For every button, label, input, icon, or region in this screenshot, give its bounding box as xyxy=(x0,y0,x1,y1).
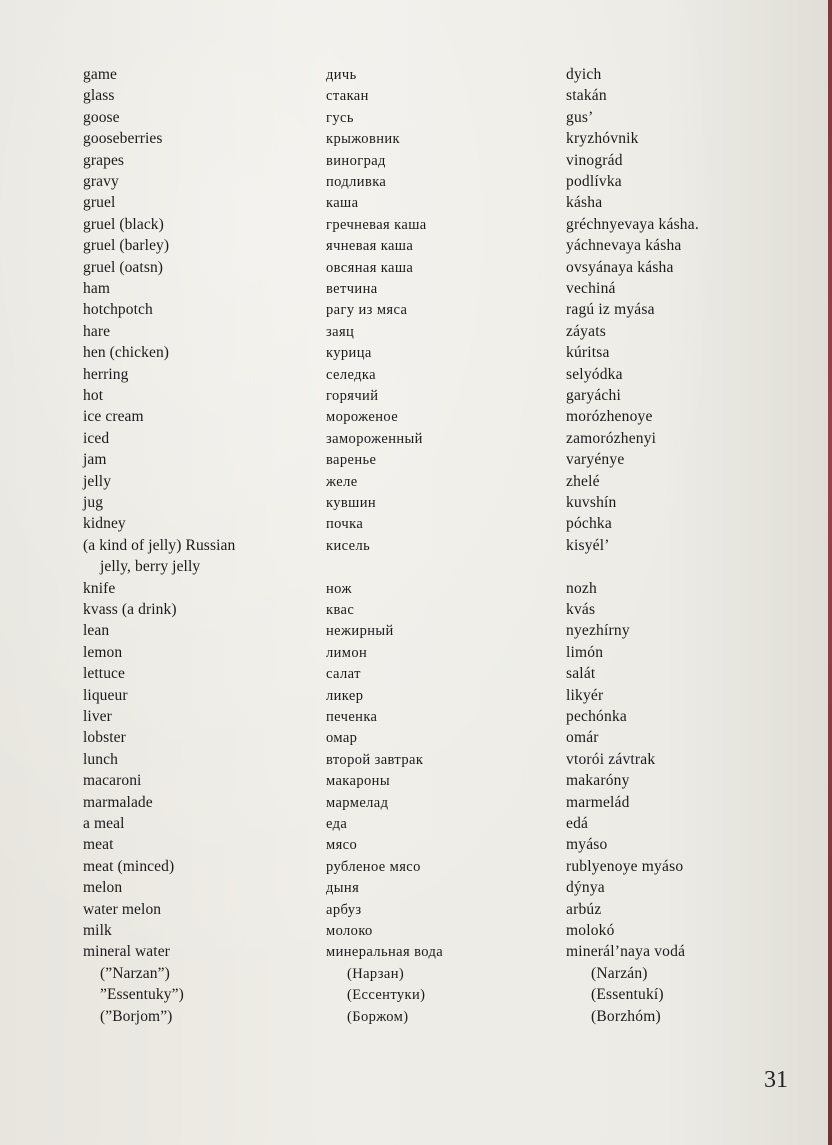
vocabulary-entry xyxy=(0,107,832,129)
english-term: kvass (a drink) xyxy=(83,601,177,618)
english-term: jug xyxy=(83,494,104,511)
english-term: hare xyxy=(83,323,111,340)
english-term: water melon xyxy=(83,901,162,918)
transliteration: arbúz xyxy=(566,901,602,918)
transliteration: marmelád xyxy=(566,794,630,811)
vocabulary-entry xyxy=(0,492,832,514)
russian-term: арбуз xyxy=(326,902,362,918)
english-term: gruel xyxy=(83,194,116,211)
vocabulary-entry xyxy=(0,941,832,963)
english-term: meat (minced) xyxy=(83,858,175,875)
english-term: hotchpotch xyxy=(83,301,153,318)
russian-term: ветчина xyxy=(326,281,378,297)
english-term: lobster xyxy=(83,729,126,746)
vocabulary-entry xyxy=(0,856,832,878)
russian-term: макароны xyxy=(326,773,390,789)
transliteration: stakán xyxy=(566,87,607,104)
transliteration: varyénye xyxy=(566,451,625,468)
russian-term: омар xyxy=(326,730,358,746)
vocabulary-entry xyxy=(0,150,832,172)
vocabulary-entry xyxy=(0,235,832,257)
transliteration: limón xyxy=(566,644,604,661)
transliteration: omár xyxy=(566,729,599,746)
transliteration: garyáchi xyxy=(566,387,621,404)
vocabulary-entry xyxy=(0,192,832,214)
english-term: (”Borjom”) xyxy=(100,1008,173,1025)
russian-term: минеральная вода xyxy=(326,944,444,960)
english-term: liver xyxy=(83,708,112,725)
english-term: ”Essentuky”) xyxy=(100,986,184,1003)
russian-term: дичь xyxy=(326,67,357,83)
russian-term: дыня xyxy=(326,880,360,896)
russian-term: рубленое мясо xyxy=(326,859,421,875)
english-term: ham xyxy=(83,280,110,297)
vocabulary-entry xyxy=(0,899,832,921)
transliteration: kisyél’ xyxy=(566,537,610,554)
english-term: macaroni xyxy=(83,772,142,789)
vocabulary-entry xyxy=(0,642,832,664)
vocabulary-entry xyxy=(0,171,832,193)
vocabulary-entry xyxy=(0,749,832,771)
english-term: jam xyxy=(83,451,107,468)
russian-term: лимон xyxy=(326,645,368,661)
transliteration: myáso xyxy=(566,836,608,853)
vocabulary-entry xyxy=(0,706,832,728)
russian-term: мороженое xyxy=(326,409,399,425)
transliteration: záyats xyxy=(566,323,606,340)
vocabulary-entry xyxy=(0,535,832,557)
english-term: liqueur xyxy=(83,687,128,704)
transliteration: pechónka xyxy=(566,708,627,725)
transliteration: nyezhírny xyxy=(566,622,630,639)
english-term: goose xyxy=(83,109,120,126)
vocabulary-entry xyxy=(0,963,832,985)
english-term: gruel (black) xyxy=(83,216,164,233)
vocabulary-entry xyxy=(0,984,832,1006)
vocabulary-entry xyxy=(0,599,832,621)
transliteration: kuvshín xyxy=(566,494,617,511)
vocabulary-entry xyxy=(0,128,832,150)
transliteration: (Narzán) xyxy=(591,965,648,982)
english-term: jelly, berry jelly xyxy=(100,558,201,575)
russian-term: желе xyxy=(326,474,358,490)
russian-term: ликер xyxy=(326,688,364,704)
english-term: grapes xyxy=(83,152,125,169)
russian-term: второй завтрак xyxy=(326,752,424,768)
vocabulary-entry xyxy=(0,685,832,707)
russian-term: рагу из мяса xyxy=(326,302,408,318)
vocabulary-entry xyxy=(0,364,832,386)
english-term: gruel (oatsn) xyxy=(83,259,164,276)
vocabulary-entry xyxy=(0,920,832,942)
english-term: iced xyxy=(83,430,110,447)
russian-term: кувшин xyxy=(326,495,377,511)
vocabulary-entry xyxy=(0,85,832,107)
russian-term: крыжовник xyxy=(326,131,400,147)
vocabulary-entry xyxy=(0,513,832,535)
russian-term: кисель xyxy=(326,538,371,554)
russian-term: гречневая каша xyxy=(326,217,427,233)
transliteration: nozh xyxy=(566,580,597,597)
russian-term: еда xyxy=(326,816,348,832)
transliteration: zamorózhenyi xyxy=(566,430,657,447)
russian-term: заяц xyxy=(326,324,355,340)
russian-term: квас xyxy=(326,602,355,618)
english-term: gooseberries xyxy=(83,130,163,147)
page-number: 31 xyxy=(764,1067,788,1093)
vocabulary-entry xyxy=(0,578,832,600)
vocabulary-entry xyxy=(0,406,832,428)
vocabulary-entry xyxy=(0,64,832,86)
vocabulary-entry xyxy=(0,342,832,364)
english-term: milk xyxy=(83,922,112,939)
vocabulary-entry xyxy=(0,792,832,814)
transliteration: kryzhóvnik xyxy=(566,130,639,147)
english-term: glass xyxy=(83,87,115,104)
russian-term: варенье xyxy=(326,452,377,468)
russian-term: почка xyxy=(326,516,364,532)
transliteration: likyér xyxy=(566,687,604,704)
transliteration: rublyenoye myáso xyxy=(566,858,684,875)
vocabulary-entry xyxy=(0,877,832,899)
russian-term: стакан xyxy=(326,88,369,104)
transliteration: edá xyxy=(566,815,589,832)
english-term: melon xyxy=(83,879,123,896)
english-term: kidney xyxy=(83,515,126,532)
russian-term: замороженный xyxy=(326,431,423,447)
transliteration: molokó xyxy=(566,922,615,939)
russian-term: овсяная каша xyxy=(326,260,414,276)
vocabulary-entry xyxy=(0,321,832,343)
vocabulary-entry xyxy=(0,299,832,321)
russian-term: молоко xyxy=(326,923,373,939)
transliteration: (Borzhóm) xyxy=(591,1008,661,1025)
vocabulary-entry xyxy=(0,278,832,300)
english-term: knife xyxy=(83,580,116,597)
transliteration: póchka xyxy=(566,515,612,532)
vocabulary-entry xyxy=(0,813,832,835)
russian-term: печенка xyxy=(326,709,378,725)
vocabulary-entry xyxy=(0,770,832,792)
transliteration: (Essentukí) xyxy=(591,986,664,1003)
vocabulary-entry xyxy=(0,449,832,471)
english-term: lunch xyxy=(83,751,118,768)
english-term: meat xyxy=(83,836,114,853)
transliteration: morózhenoye xyxy=(566,408,653,425)
russian-term: салат xyxy=(326,666,361,682)
transliteration: dyich xyxy=(566,66,602,83)
vocabulary-entry xyxy=(0,834,832,856)
russian-term: виноград xyxy=(326,153,386,169)
english-term: (a kind of jelly) Russian xyxy=(83,537,236,554)
english-term: hot xyxy=(83,387,104,404)
english-term: game xyxy=(83,66,117,83)
english-term: jelly xyxy=(83,473,112,490)
russian-term: горячий xyxy=(326,388,379,404)
vocabulary-entry xyxy=(0,214,832,236)
transliteration: vinográd xyxy=(566,152,623,169)
english-term: lettuce xyxy=(83,665,126,682)
russian-term: мясо xyxy=(326,837,358,853)
transliteration: zhelé xyxy=(566,473,600,490)
english-term: (”Narzan”) xyxy=(100,965,170,982)
vocabulary-entry xyxy=(0,620,832,642)
english-term: gravy xyxy=(83,173,119,190)
russian-term: курица xyxy=(326,345,372,361)
english-term: lemon xyxy=(83,644,123,661)
transliteration: gréchnyevaya kásha. xyxy=(566,216,699,233)
vocabulary-entry xyxy=(0,428,832,450)
transliteration: ragú iz myása xyxy=(566,301,655,318)
vocabulary-entry xyxy=(0,1006,832,1028)
russian-term: нежирный xyxy=(326,623,394,639)
transliteration: dýnya xyxy=(566,879,605,896)
english-term: hen (chicken) xyxy=(83,344,170,361)
transliteration: gus’ xyxy=(566,109,594,126)
transliteration: minerál’naya vodá xyxy=(566,943,686,960)
vocabulary-entry xyxy=(0,727,832,749)
transliteration: salát xyxy=(566,665,596,682)
vocabulary-entry xyxy=(0,257,832,279)
russian-term: (Ессентуки) xyxy=(347,987,426,1003)
russian-term: ячневая каша xyxy=(326,238,414,254)
transliteration: vtorói závtrak xyxy=(566,751,656,768)
transliteration: podlívka xyxy=(566,173,622,190)
english-term: marmalade xyxy=(83,794,153,811)
transliteration: yáchnevaya kásha xyxy=(566,237,682,254)
transliteration: kvás xyxy=(566,601,596,618)
russian-term: селедка xyxy=(326,367,376,383)
english-term: gruel (barley) xyxy=(83,237,170,254)
english-term: lean xyxy=(83,622,110,639)
russian-term: (Нарзан) xyxy=(347,966,405,982)
vocabulary-entry xyxy=(0,556,832,578)
vocabulary-entry xyxy=(0,663,832,685)
transliteration: selyódka xyxy=(566,366,623,383)
russian-term: подливка xyxy=(326,174,387,190)
transliteration: makaróny xyxy=(566,772,630,789)
russian-term: нож xyxy=(326,581,352,597)
russian-term: каша xyxy=(326,195,359,211)
transliteration: vechiná xyxy=(566,280,616,297)
english-term: a meal xyxy=(83,815,125,832)
russian-term: гусь xyxy=(326,110,354,126)
transliteration: ovsyánaya kásha xyxy=(566,259,674,276)
russian-term: (Боржом) xyxy=(347,1009,409,1025)
english-term: mineral water xyxy=(83,943,170,960)
russian-term: мармелад xyxy=(326,795,389,811)
transliteration: kásha xyxy=(566,194,603,211)
transliteration: kúritsa xyxy=(566,344,610,361)
english-term: ice cream xyxy=(83,408,144,425)
vocabulary-entry xyxy=(0,471,832,493)
vocabulary-entry xyxy=(0,385,832,407)
english-term: herring xyxy=(83,366,129,383)
